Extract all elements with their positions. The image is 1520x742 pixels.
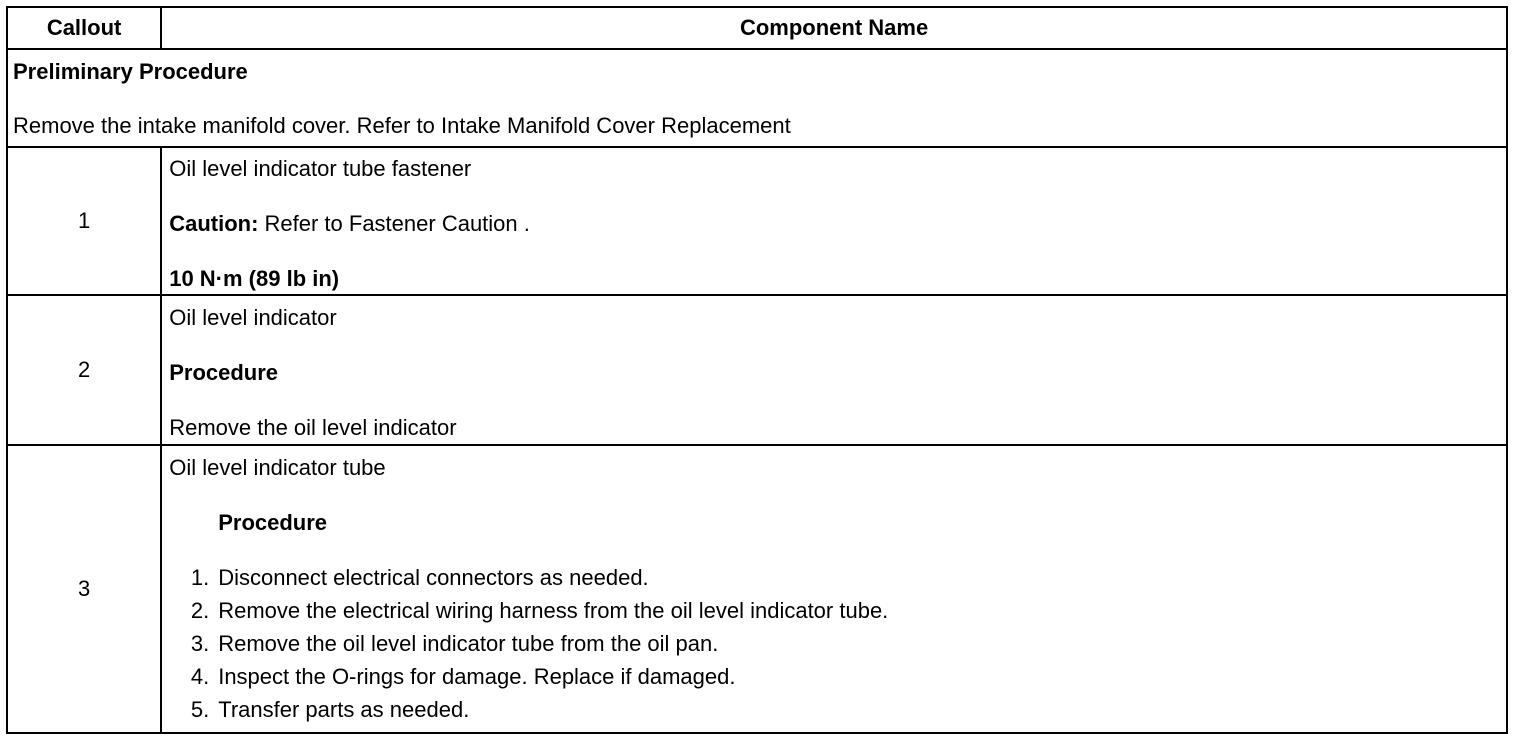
step-text: Inspect the O-rings for damage. Replace if damaged.	[218, 664, 736, 689]
table-row	[7, 295, 1507, 445]
step-number: 3.	[190, 631, 210, 656]
step-number: 4.	[190, 664, 210, 689]
step-text: Disconnect electrical connectors as needed.	[218, 565, 649, 590]
list-item	[169, 666, 1506, 699]
torque-spec: 10 N·m (89 lb in)	[169, 266, 340, 291]
procedure-label: Procedure	[169, 360, 279, 385]
procedure-steps	[169, 567, 1506, 732]
component-cell	[161, 147, 1507, 295]
procedure-label: Procedure	[218, 510, 328, 535]
step-number: 5.	[190, 697, 210, 722]
table-row	[7, 445, 1507, 733]
step-text: Remove the oil level indicator tube from the oil pan.	[218, 631, 719, 656]
component-name: Oil level indicator	[169, 305, 337, 330]
preliminary-cell	[7, 49, 1507, 147]
callout-number: 1	[7, 147, 161, 295]
step-text: Transfer parts as needed.	[218, 697, 470, 722]
procedure-text: Remove the oil level indicator	[169, 415, 457, 440]
list-item	[169, 699, 1506, 732]
list-item	[169, 600, 1506, 633]
component-name: Oil level indicator tube fastener	[169, 156, 472, 181]
table-row	[7, 147, 1507, 295]
step-number: 2.	[190, 598, 210, 623]
callout-number: 3	[7, 445, 161, 733]
component-cell	[161, 295, 1507, 445]
callout-header: Callout	[7, 7, 161, 49]
callout-number: 2	[7, 295, 161, 445]
list-item	[169, 567, 1506, 600]
caution-text: Refer to Fastener Caution .	[258, 211, 530, 236]
caution-line	[169, 213, 1506, 235]
step-number: 1.	[190, 565, 210, 590]
preliminary-text: Remove the intake manifold cover. Refer to Intake Manifold Cover Replacement	[13, 113, 791, 138]
step-text: Remove the electrical wiring harness from the oil level indicator tube.	[218, 598, 889, 623]
header-row	[7, 7, 1507, 49]
component-cell	[161, 445, 1507, 733]
caution-label: Caution:	[169, 211, 259, 236]
preliminary-title: Preliminary Procedure	[13, 59, 248, 84]
component-table	[6, 6, 1508, 734]
component-name: Oil level indicator tube	[169, 455, 386, 480]
component-name-header: Component Name	[161, 7, 1507, 49]
preliminary-row	[7, 49, 1507, 147]
list-item	[169, 633, 1506, 666]
